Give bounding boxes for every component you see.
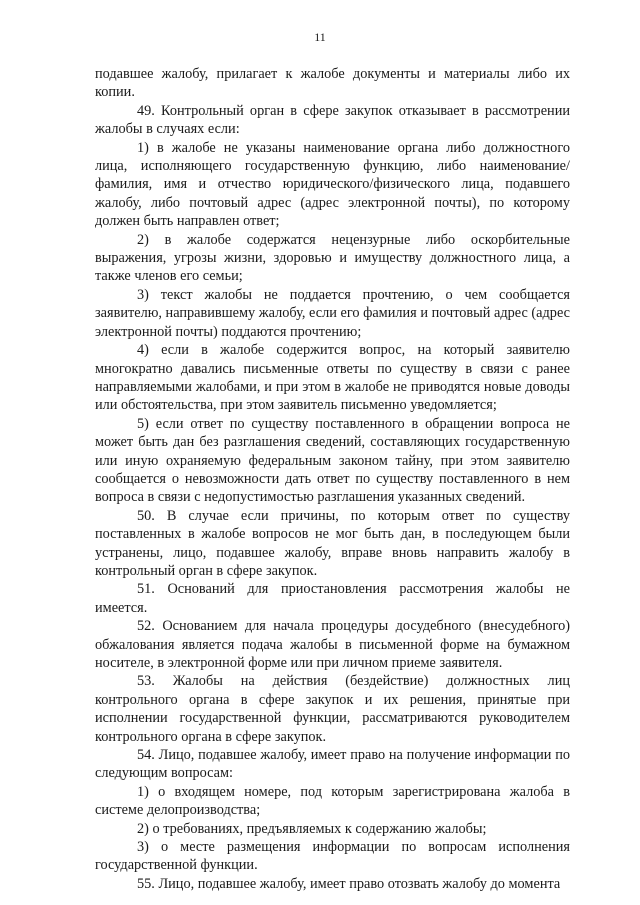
paragraph: 49. Контрольный орган в сфере закупок отказывает в рассмотрении жалобы в случаях если: xyxy=(95,102,570,138)
paragraph: 50. В случае если причины, по которым ответ по существу поставленных в жалобе вопросов не мог быть дан, в последующем были устранены, лицо, подавшее жалобу, вправе вновь направить жалобу в контрольный орган в сфере закупок. xyxy=(95,507,570,579)
page-number: 11 xyxy=(314,30,326,44)
paragraph: 53. Жалобы на действия (бездействие) должностных лиц контрольного органа в сфере закупок и их решения, принятые при исполнении государственной функции, рассматриваются руководителем контрольного органа в сфере закупок. xyxy=(95,673,570,745)
paragraph: 55. Лицо, подавшее жалобу, имеет право отозвать жалобу до момента xyxy=(137,875,561,892)
paragraph: 3) о месте размещения информации по вопросам исполнения государственной функции. xyxy=(95,839,570,874)
paragraph: 3) текст жалобы не поддается прочтению, о чем сообщается заявителю, направившему жалобу, если его фамилия и почтовый адрес (адрес электронной почты) поддаются прочтению; xyxy=(95,286,570,340)
document-body xyxy=(95,65,570,893)
paragraph: 2) в жалобе содержатся нецензурные либо оскорбительные выражения, угрозы жизни, здоровью и имуществу должностного лица, а также членов его семьи; xyxy=(95,231,570,285)
paragraph: 54. Лицо, подавшее жалобу, имеет право на получение информации по следующим вопросам: xyxy=(95,747,570,782)
paragraph: 52. Основанием для начала процедуры досудебного (внесудебного) обжалования является подача жалобы в письменной форме на бумажном носителе, в электронной форме или при личном приеме заявителя. xyxy=(95,618,570,671)
paragraph: 4) если в жалобе содержится вопрос, на который заявителю многократно давались письменные ответы по существу в связи с ранее направляемыми жалобами, и при этом в жалобе не приводятся новые доводы или обстоятельства, при этом заявитель письменно уведомляется; xyxy=(95,342,570,414)
paragraph: 1) в жалобе не указаны наименование органа либо должностного лица, исполняющего государственную функцию, либо наименование/фамилия, имя и отчество юридического/физического лица, подавшего жалобу, либо почтовый адрес (адрес электронной почты), по которому должен быть направлен ответ; xyxy=(95,139,570,230)
paragraph: подавшее жалобу, прилагает к жалобе документы и материалы либо их копии. xyxy=(95,66,570,101)
paragraph: 51. Оснований для приостановления рассмотрения жалобы не имеется. xyxy=(95,581,570,616)
paragraph: 5) если ответ по существу поставленного в обращении вопроса не может быть дан без разглашения сведений, составляющих государственную или иную охраняемую федеральным законом тайну, при этом заявителю сообщается о невозможности дать ответ по существу поставленного в нем вопроса в связи с недопустимостью разглашения указанных сведений. xyxy=(95,415,570,506)
paragraph: 2) о требованиях, предъявляемых к содержанию жалобы; xyxy=(137,820,487,837)
paragraph: 1) о входящем номере, под которым зарегистрирована жалоба в системе делопроизводства; xyxy=(95,783,570,819)
